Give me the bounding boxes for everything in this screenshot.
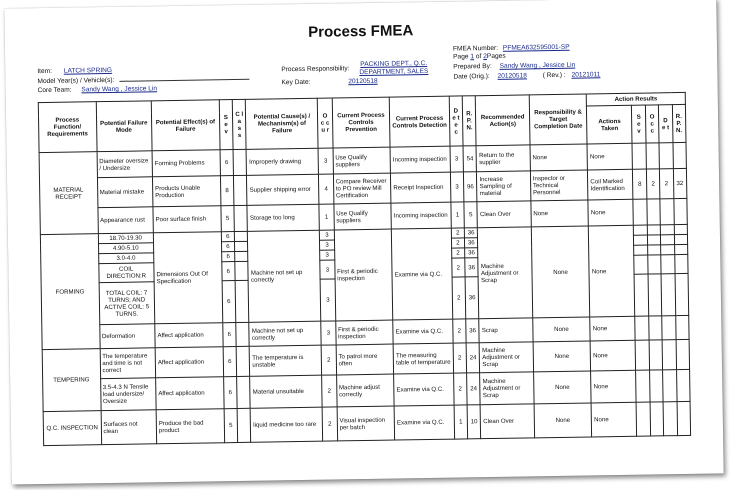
- model-label: Model Year(s) / Vehicle(s):: [37, 76, 115, 86]
- detec-cell: 3: [450, 146, 464, 172]
- recommended-cell: Machine Adjustment or Scrap: [480, 372, 534, 405]
- cause-cell: Storage too long: [247, 204, 319, 231]
- ar-rpn-cell: [676, 339, 690, 369]
- ar-det-cell: [662, 340, 676, 370]
- fmea-number-value: PFMEA632595001-SP: [502, 43, 570, 52]
- responsibility-cell: None: [533, 317, 591, 342]
- col-rpn: R. P. N.: [462, 96, 476, 146]
- mode-cell: Deformation: [99, 324, 155, 349]
- col-process: Process Function/ Requirements: [38, 102, 96, 153]
- col-detec: D e t e c: [449, 96, 463, 146]
- fmea-number-label: FMEA Number:: [452, 44, 499, 53]
- responsibility-cell: None: [533, 371, 591, 404]
- rpn-cell: 36: [466, 319, 480, 343]
- mode-cell: 3.0-4.0: [98, 253, 154, 264]
- sev-cell: 6: [222, 262, 236, 281]
- ar-rpn-cell: [672, 142, 686, 168]
- page-current: 1: [470, 53, 475, 61]
- actions-taken-cell: None: [588, 199, 634, 226]
- process-resp-value-2: DEPARTMENT, SALES: [359, 67, 429, 77]
- prevention-cell: To patrol more often: [336, 344, 394, 375]
- col-class: C l a s s: [232, 99, 246, 149]
- responsibility-cell: None: [531, 200, 589, 227]
- ar-rpn-cell: [674, 224, 688, 234]
- class-cell: [236, 346, 250, 376]
- effect-cell: Poor surface finish: [153, 206, 221, 233]
- class-cell: [234, 205, 248, 231]
- process-cell: MATERIAL RECEIPT: [39, 152, 98, 235]
- class-cell: [234, 231, 247, 241]
- prevention-cell: Visual inspection per batch: [337, 406, 395, 441]
- occ-cell: 3: [318, 148, 333, 174]
- col-actions-taken: Actions Taken: [587, 105, 633, 144]
- ar-rpn-cell: [677, 401, 691, 435]
- col-recommended: Recommended Action(s): [476, 95, 530, 146]
- effect-cell: Affect application: [156, 377, 224, 410]
- sev-cell: 6: [223, 377, 237, 409]
- ar-det-cell: [659, 143, 673, 169]
- prevention-cell: Machine adjust correctly: [336, 374, 394, 407]
- ar-sev-cell: [632, 143, 646, 169]
- process-cell: FORMING: [40, 234, 99, 350]
- ar-occ-cell: [646, 143, 660, 169]
- class-cell: [237, 376, 251, 408]
- mode-cell: The temperature and time is not correct: [100, 348, 156, 379]
- ar-occ-cell: [650, 402, 664, 436]
- ar-det-cell: 2: [660, 169, 674, 199]
- prepared-by-label: Prepared By:: [453, 62, 492, 71]
- mode-cell: COIL DIRECTION:R: [98, 263, 154, 283]
- class-cell: [235, 241, 248, 251]
- col-ar-det: D e t: [659, 105, 673, 143]
- effect-cell: Produce the bad product: [156, 409, 224, 444]
- col-ar-rpn: R. P. N.: [672, 104, 686, 142]
- prevention-cell: Use Qualify suppliers: [334, 203, 392, 230]
- col-causes: Potential Cause(s) / Mechanism(s) of Failure: [246, 98, 319, 149]
- process-resp-field: [281, 60, 428, 78]
- ar-det-cell: [660, 199, 674, 225]
- pages-label: Pages: [486, 52, 506, 61]
- rev-label: ( Rev.) :: [542, 71, 566, 80]
- class-cell: [235, 251, 248, 261]
- rev-value: 20121011: [571, 71, 601, 79]
- rpn-cell: 24: [467, 373, 481, 405]
- col-ar-sev: S e v: [632, 105, 646, 143]
- detection-cell: Incoming inspection: [390, 146, 450, 173]
- prepared-by-field: [453, 62, 575, 72]
- sev-cell: 6: [223, 347, 237, 377]
- model-value-line: [119, 79, 249, 82]
- effect-cell: Forming Problems: [152, 150, 220, 177]
- ar-rpn-cell: [675, 315, 689, 339]
- actions-taken-cell: None: [591, 402, 637, 437]
- occ-cell: 3: [320, 240, 335, 250]
- actions-taken-cell: None: [591, 370, 637, 403]
- ar-sev-cell: [635, 316, 649, 340]
- detection-cell: Examine via Q.C.: [393, 319, 453, 344]
- item-field: [37, 67, 112, 76]
- page-of: of: [475, 53, 482, 61]
- actions-taken-cell: None: [589, 225, 636, 317]
- occ-cell: 3: [320, 230, 335, 240]
- detec-cell: 1: [451, 202, 465, 228]
- mode-cell: TOTAL COIL: 7 TURNS; AND ACTIVE COIL: 5 TURNS.: [99, 282, 155, 325]
- page-title: Process FMEA: [308, 22, 414, 41]
- sev-cell: 6: [220, 150, 234, 176]
- ar-sev-cell: [636, 370, 650, 402]
- sev-cell: 6: [221, 232, 234, 242]
- col-effects: Potential Effect(s) of Failure: [151, 100, 220, 151]
- core-team-value: Sandy Wang , Jessice Lin: [81, 85, 158, 94]
- col-responsibility: Responsibility & Target Completion Date: [529, 94, 587, 145]
- cause-cell: The temperature is unstable: [250, 345, 322, 376]
- rpn-cell: 5: [464, 202, 478, 228]
- cause-cell: Machine not set up correctly: [248, 230, 321, 322]
- sev-cell: 8: [220, 176, 234, 206]
- detec-cell: 2: [452, 319, 466, 343]
- occ-cell: 2: [321, 345, 336, 375]
- ar-occ-cell: [649, 316, 663, 340]
- item-value: LATCH SPRING: [63, 66, 113, 75]
- detec-cell: 3: [450, 172, 464, 202]
- cause-cell: Machine not set up correctly: [249, 321, 321, 346]
- mode-cell: Appearance rust: [97, 207, 153, 234]
- sev-cell: 5: [224, 409, 238, 443]
- responsibility-cell: Inspector or Technical Personnel: [530, 170, 588, 201]
- rpn-cell: 36: [464, 228, 477, 238]
- item-label: Item:: [37, 67, 53, 76]
- responsibility-cell: None: [533, 341, 591, 372]
- rpn-cell: 36: [465, 238, 478, 248]
- prevention-cell: Compare Receiver to PO review Mill Certification: [333, 173, 391, 204]
- mode-cell: 4.90-5.10: [98, 243, 154, 254]
- rpn-cell: 10: [467, 405, 481, 439]
- col-sev: S e v: [219, 100, 233, 150]
- core-team-label: Core Team:: [37, 86, 72, 95]
- ar-occ-cell: [647, 235, 660, 245]
- ar-rpn-cell: [676, 369, 690, 401]
- ar-sev-cell: 8: [633, 169, 647, 199]
- class-cell: [235, 280, 249, 322]
- occ-cell: 3: [320, 250, 335, 260]
- rpn-cell: 96: [463, 172, 477, 202]
- model-field: [37, 75, 249, 86]
- ar-occ-cell: [648, 255, 662, 274]
- recommended-cell: Clean Over: [477, 201, 531, 228]
- col-detection: Current Process Controls Detection: [389, 96, 449, 147]
- ar-rpn-cell: [675, 273, 689, 315]
- detection-cell: Receipt Inspection: [391, 172, 451, 203]
- cause-cell: liquid medicine too rare: [251, 407, 323, 442]
- recommended-cell: Increase Sampling of material: [477, 171, 531, 202]
- fmea-number-field: [453, 44, 570, 54]
- ar-det-cell: [661, 274, 675, 316]
- class-cell: [236, 322, 250, 346]
- effect-cell: Dimensions Out Of Specification: [153, 232, 222, 324]
- class-cell: [234, 175, 248, 205]
- effect-cell: Products Unable Production: [152, 176, 220, 207]
- ar-sev-cell: [634, 255, 648, 274]
- detection-cell: Examine via Q.C.: [391, 228, 452, 320]
- date-orig-value: 20120518: [497, 72, 527, 80]
- prevention-cell: First & periodic inspection: [335, 320, 393, 345]
- ar-occ-cell: [648, 274, 662, 316]
- col-occur: O c c u r: [318, 98, 333, 148]
- recommended-cell: Machine Adjustment or Scrap: [478, 227, 533, 319]
- recommended-cell: Return to the supplier: [476, 145, 530, 172]
- ar-det-cell: [660, 225, 673, 235]
- detection-cell: The measuring table of temperature: [393, 343, 453, 374]
- effect-cell: Affect application: [155, 323, 223, 348]
- ar-det-cell: [661, 255, 675, 274]
- class-cell: [235, 261, 249, 280]
- actions-taken-cell: None: [590, 316, 636, 341]
- ar-det-cell: [663, 402, 677, 436]
- recommended-cell: Clean Over: [480, 404, 534, 439]
- ar-occ-cell: [647, 225, 660, 235]
- occ-cell: 3: [320, 279, 335, 321]
- ar-det-cell: [661, 235, 674, 245]
- ar-sev-cell: [634, 225, 647, 235]
- page-label: Page: [453, 53, 469, 61]
- ar-occ-cell: [649, 340, 663, 370]
- key-date-label: Key Date:: [281, 78, 311, 87]
- ar-rpn-cell: [674, 234, 688, 244]
- occ-cell: 1: [319, 204, 334, 230]
- page-total: 2: [483, 53, 487, 61]
- responsibility-cell: None: [530, 144, 588, 171]
- col-prevention: Current Process Controls Prevention: [332, 97, 390, 148]
- ar-occ-cell: 2: [646, 169, 660, 199]
- core-team-field: [38, 85, 158, 95]
- detection-cell: Incoming inspection: [391, 202, 451, 229]
- ar-rpn-cell: [674, 244, 688, 254]
- mode-cell: Diameter oversize / Undersize: [97, 151, 153, 178]
- ar-sev-cell: [634, 245, 647, 255]
- process-resp-label: Process Responsibility:: [281, 65, 350, 74]
- cause-cell: Material unsuitable: [250, 375, 322, 408]
- responsibility-cell: None: [531, 226, 590, 318]
- sev-cell: 6: [221, 252, 234, 262]
- actions-taken-cell: None: [587, 143, 633, 170]
- recommended-cell: Scrap: [479, 318, 533, 343]
- ar-sev-cell: [633, 199, 647, 225]
- ar-occ-cell: [647, 245, 660, 255]
- detection-cell: Examine via Q.C.: [394, 405, 454, 440]
- sev-cell: 6: [221, 242, 234, 252]
- occ-cell: 2: [322, 375, 337, 407]
- date-orig-field: [453, 71, 600, 81]
- col-ar-occ: O c c: [645, 105, 659, 143]
- fmea-sheet: [4, 0, 723, 485]
- col-action-results: Action Results: [587, 92, 686, 106]
- class-cell: [237, 408, 251, 442]
- recommended-cell: Machine Adjustment or Scrap: [480, 342, 534, 373]
- detec-cell: 2: [451, 258, 465, 277]
- sev-cell: 6: [222, 281, 236, 323]
- mode-cell: Material mistake: [97, 177, 153, 208]
- col-failure-mode: Potential Failure Mode: [96, 101, 152, 152]
- key-date-value: 20120518: [348, 77, 378, 86]
- ar-rpn-cell: [674, 254, 688, 273]
- rpn-cell: 24: [466, 343, 480, 373]
- mode-cell: Surfaces not clean: [101, 410, 157, 445]
- ar-det-cell: [662, 316, 676, 340]
- occ-cell: 4: [319, 174, 334, 204]
- ar-sev-cell: [634, 235, 647, 245]
- cause-cell: Improperly drawing: [246, 148, 318, 175]
- rpn-cell: 36: [465, 258, 479, 277]
- sev-cell: 5: [221, 206, 235, 232]
- fmea-table: [38, 92, 691, 446]
- rpn-cell: 54: [463, 146, 477, 172]
- date-orig-label: Date (Orig.):: [453, 73, 490, 81]
- rpn-cell: 36: [465, 248, 478, 258]
- actions-taken-cell: Coil Marked Identification: [588, 169, 634, 200]
- actions-taken-cell: None: [590, 340, 636, 371]
- prepared-by-value: Sandy Wang , Jessice Lin: [499, 61, 576, 70]
- detec-cell: 2: [451, 248, 464, 258]
- detec-cell: 2: [453, 373, 467, 405]
- process-resp-value-1: PACKING DEPT., Q.C.: [360, 59, 428, 69]
- detection-cell: Examine via Q.C.: [394, 373, 454, 406]
- ar-occ-cell: [649, 370, 663, 402]
- detec-cell: 1: [454, 405, 468, 439]
- ar-sev-cell: [635, 274, 649, 316]
- rpn-cell: 36: [465, 277, 479, 319]
- mode-cell: 18.70-19.30: [98, 233, 154, 244]
- process-cell: TEMPERING: [42, 349, 100, 412]
- detec-cell: 2: [453, 343, 467, 373]
- mode-cell: 3.5-4.3 N Tensile load undersize/ Oversize: [100, 378, 156, 411]
- ar-sev-cell: [636, 340, 650, 370]
- prevention-cell: First & periodic inspection: [334, 229, 393, 321]
- prevention-cell: Use Qualify suppliers: [333, 147, 391, 174]
- page-count-field: [453, 53, 506, 62]
- cause-cell: Supplier shipping error: [247, 174, 319, 205]
- sev-cell: 6: [222, 323, 236, 347]
- detec-cell: 2: [451, 238, 464, 248]
- occ-cell: 3: [321, 321, 336, 345]
- detec-cell: 2: [451, 228, 464, 238]
- occ-cell: 3: [320, 260, 335, 279]
- detec-cell: 2: [452, 277, 466, 319]
- ar-det-cell: [661, 245, 674, 255]
- ar-rpn-cell: [673, 198, 687, 224]
- process-cell: Q.C. INSPECTION: [43, 411, 101, 446]
- key-date-field: [281, 78, 377, 88]
- occ-cell: 2: [322, 407, 337, 441]
- ar-occ-cell: [647, 199, 661, 225]
- ar-det-cell: [663, 370, 677, 402]
- class-cell: [233, 149, 247, 175]
- effect-cell: Affect application: [155, 347, 223, 378]
- ar-sev-cell: [637, 402, 651, 436]
- responsibility-cell: None: [534, 403, 592, 438]
- ar-rpn-cell: 32: [673, 168, 687, 198]
